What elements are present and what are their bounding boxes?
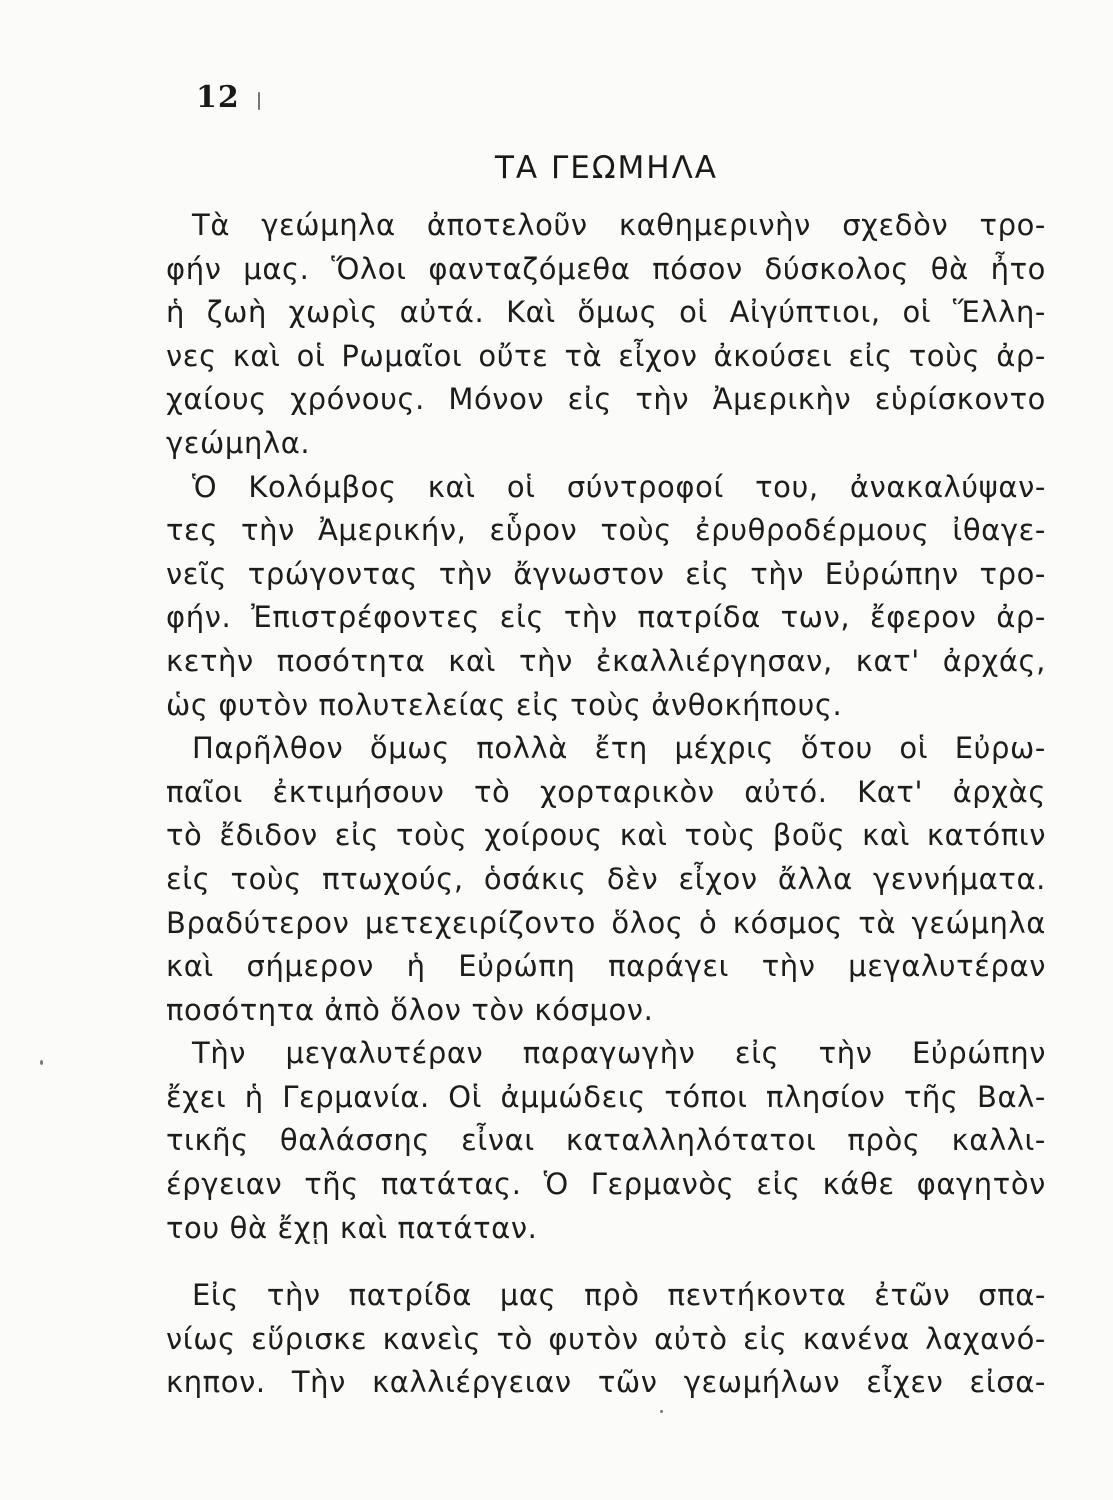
scan-speck	[40, 1060, 43, 1065]
text-line: ἡ ζωὴ χωρὶς αὐτά. Καὶ ὅμως οἱ Αἰγύπτιοι, οἱ Ἕλλη-	[166, 295, 1046, 330]
text-line: τὸ ἔδιδον εἰς τοὺς χοίρους καὶ τοὺς βοῦς καὶ κατόπιν	[166, 818, 1046, 853]
text-line: Τὴν μεγαλυτέραν παραγωγὴν εἰς τὴν Εὐρώπην	[192, 1036, 1046, 1071]
text-line: παῖοι ἐκτιμήσουν τὸ χορταρικὸν αὐτό. Κατ' ἀρχὰς	[166, 774, 1046, 809]
text-line: χαίους χρόνους. Μόνον εἰς τὴν Ἀμερικὴν εὑρίσκοντο	[166, 382, 1046, 417]
chapter-title: ΤΑ ΓΕΩΜΗΛΑ	[494, 150, 718, 186]
text-line: γεώμηλα.	[166, 425, 311, 460]
scan-speck	[258, 92, 260, 110]
text-line: Εἰς τὴν πατρίδα μας πρὸ πεντήκοντα ἐτῶν σπα-	[192, 1278, 1046, 1313]
scan-speck	[660, 1410, 663, 1413]
text-line: εἰς τοὺς πτωχούς, ὁσάκις δὲν εἶχον ἄλλα γεννήματα.	[166, 861, 1046, 896]
text-line: Παρῆλθον ὅμως πολλὰ ἔτη μέχρις ὅτου οἱ Εὐρω-	[192, 731, 1046, 766]
text-line: Τὰ γεώμηλα ἀποτελοῦν καθημερινὴν σχεδὸν τρο-	[192, 208, 1046, 242]
text-line: φήν. Ἐπιστρέφοντες εἰς τὴν πατρίδα των, ἔφερον ἀρ-	[166, 600, 1046, 635]
text-line: τικῆς θαλάσσης εἶναι καταλληλότατοι πρὸς καλλι-	[166, 1123, 1046, 1158]
text-line: ὡς φυτὸν πολυτελείας εἰς τοὺς ἀνθοκήπους.	[166, 687, 843, 722]
text-line: έργειαν τῆς πατάτας. Ὁ Γερμανὸς εἰς κάθε φαγητὸν	[166, 1167, 1046, 1202]
text-line: νίως εὕρισκε κανεὶς τὸ φυτὸν αὐτὸ εἰς κανένα λαχανό-	[166, 1321, 1046, 1356]
text-line: ποσότητα ἀπὸ ὅλον τὸν κόσμον.	[166, 992, 654, 1027]
text-line: φήν μας. Ὅλοι φανταζόμεθα πόσον δύσκολος θὰ ἦτο	[166, 251, 1046, 286]
text-line: Βραδύτερον μετεχειρίζοντο ὅλος ὁ κόσμος τὰ γεώμηλα	[166, 905, 1046, 940]
text-line: νεῖς τρώγοντας τὴν ἄγνωστον εἰς τὴν Εὐρώπην τρο-	[166, 556, 1046, 591]
text-line: νες καὶ οἱ Ρωμαῖοι οὔτε τὰ εἶχον ἀκούσει εἰς τοὺς ἀρ-	[166, 338, 1046, 373]
text-line: κετὴν ποσότητα καὶ τὴν ἐκαλλιέργησαν, κατ' ἀρχάς,	[166, 643, 1046, 678]
text-line: του θὰ ἔχῃ καὶ πατάταν.	[166, 1210, 538, 1245]
text-line: κηπον. Τὴν καλλιέργειαν τῶν γεωμήλων εἶχεν εἰσα-	[166, 1365, 1046, 1400]
page-number: 12	[196, 80, 240, 115]
text-line: καὶ σήμερον ἡ Εὐρώπη παράγει τὴν μεγαλυτέραν	[166, 949, 1046, 984]
text-line: τες τὴν Ἀμερικήν, εὗρον τοὺς ἐρυθροδέρμους ἰθαγε-	[166, 513, 1046, 548]
body-text	[166, 204, 1046, 1405]
paragraph-gap	[166, 1250, 1046, 1274]
text-line: Ὁ Κολόμβος καὶ οἱ σύντροφοί του, ἀνακαλύψαν-	[192, 469, 1046, 504]
text-line: ἔχει ἡ Γερμανία. Οἱ ἀμμώδεις τόποι πλησίον τῆς Βαλ-	[166, 1079, 1046, 1114]
